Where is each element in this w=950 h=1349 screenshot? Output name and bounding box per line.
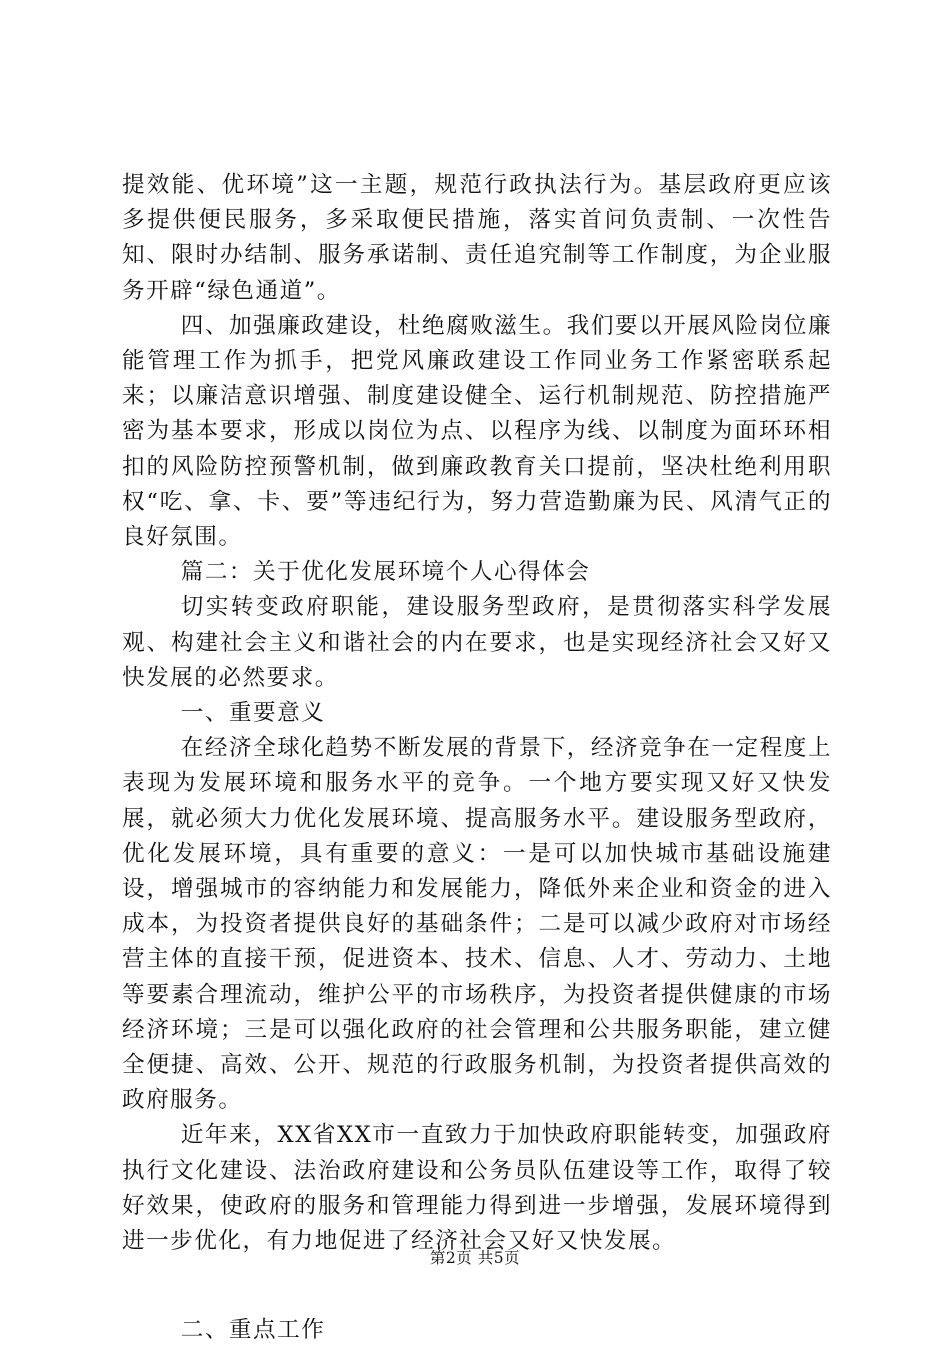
paragraph-recent-years: 近年来，XX省XX市一直致力于加快政府职能转变，加强政府执行文化建设、法治政府建设和公务员队伍建设等工作，取得了较好效果，使政府的服务和管理能力得到进一步增强，发展环境得到进一步优化，有力地促进了经济社会又好又快发展。 [122, 1122, 832, 1255]
paragraph-continuation: 提效能、优环境”这一主题，规范行政执法行为。基层政府更应该多提供便民服务，多采取便民措施，落实首问负责制、一次性告知、限时办结制、服务承诺制、责任追究制等工作制度，为企业服务开辟“绿色通道”。 [122, 172, 832, 304]
page-number: 第2页 共5页 [429, 1249, 521, 1267]
page-footer [0, 1246, 950, 1268]
article-two-title: 篇二：关于优化发展环境个人心得体会 [180, 559, 591, 586]
paragraph-intro: 切实转变政府职能，建设服务型政府，是贯彻落实科学发展观、构建社会主义和谐社会的内在要求，也是实现经济社会又好又快发展的必然要求。 [122, 594, 832, 691]
paragraph-importance: 在经济全球化趋势不断发展的背景下，经济竞争在一定程度上表现为发展环境和服务水平的竞争。一个地方要实现又好又快发展，就必须大力优化发展环境、提高服务水平。建设服务型政府，优化发展环境，具有重要的意义：一是可以加快城市基础设施建设，增强城市的容纳能力和发展能力，降低外来企业和资金的进入成本，为投资者提供良好的基础条件；二是可以减少政府对市场经营主体的直接干预，促进资本、技术、信息、人才、劳动力、土地等要素合理流动，维护公平的市场秩序，为投资者提供健康的市场经济环境；三是可以强化政府的社会管理和公共服务职能，建立健全便捷、高效、公开、规范的行政服务机制，为投资者提供高效的政府服务。 [122, 735, 832, 1114]
document-body [122, 168, 832, 1349]
section-heading-importance: 一、重要意义 [180, 700, 326, 727]
paragraph-section-four: 四、加强廉政建设，杜绝腐败滋生。我们要以开展风险岗位廉能管理工作为抓手，把党风廉政建设工作同业务工作紧密联系起来；以廉洁意识增强、制度建设健全、运行机制规范、防控措施严密为基本要求，形成以岗位为点、以程序为线、以制度为面环环相扣的风险防控预警机制，做到廉政教育关口提前，坚决杜绝利用职权“吃、拿、卡、要”等违纪行为，努力营造勤廉为民、风清气正的良好氛围。 [122, 312, 832, 551]
section-heading-key-work: 二、重点工作 [180, 1317, 326, 1344]
